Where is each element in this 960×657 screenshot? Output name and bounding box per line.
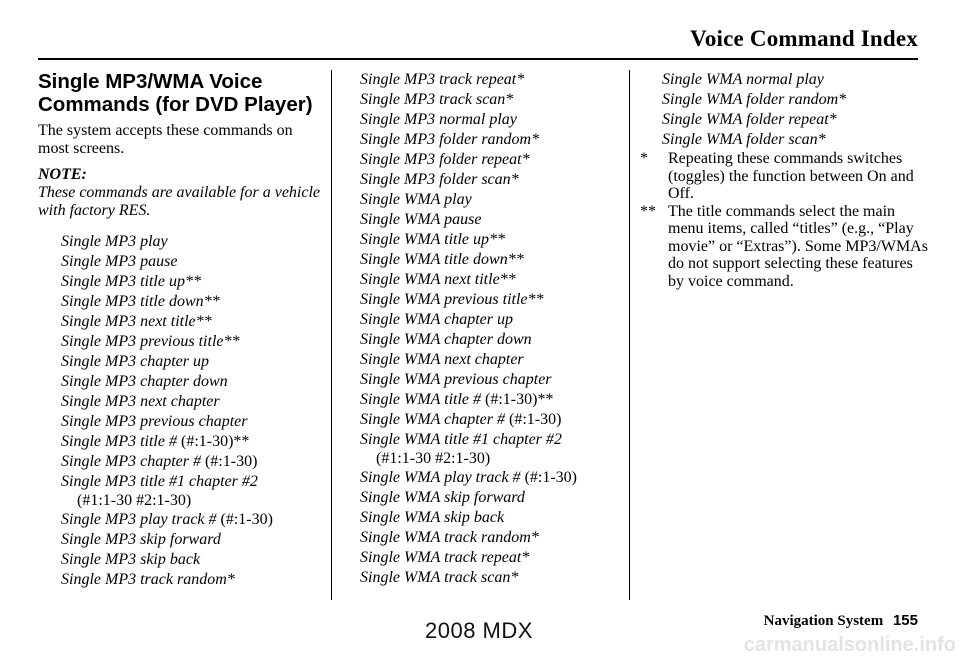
page-header-title: Voice Command Index: [690, 26, 918, 51]
site-watermark: carmanualsonline.info: [743, 634, 956, 656]
command-range: (#1:1-30 #2:1-30): [77, 492, 192, 509]
command-text: Single MP3 pause: [61, 253, 178, 270]
command-item: [662, 130, 930, 150]
command-text: Single WMA play: [360, 191, 472, 208]
command-item: [61, 352, 323, 372]
command-text: Single MP3 skip back: [61, 551, 201, 568]
command-text: Single MP3 play: [61, 233, 168, 250]
command-item: [360, 110, 622, 130]
command-text: Single WMA chapter down: [360, 331, 532, 348]
command-item: [360, 390, 622, 410]
footnote-text: Repeating these commands switches (toggles) the function between On and Off.: [668, 150, 914, 202]
command-text: Single MP3 track repeat*: [360, 71, 525, 88]
command-item: [61, 392, 323, 412]
header-rule: [38, 58, 918, 60]
command-text: Single WMA track repeat*: [360, 549, 530, 566]
column-divider-2: [629, 70, 630, 600]
command-text: Single WMA pause: [360, 211, 482, 228]
command-text: Single MP3 folder random*: [360, 131, 540, 148]
command-item: [360, 350, 622, 370]
command-item: [360, 330, 622, 350]
command-item: [360, 568, 622, 588]
command-text: Single WMA folder scan*: [662, 131, 826, 148]
command-text: Single WMA skip back: [360, 509, 505, 526]
command-item: [360, 310, 622, 330]
command-item: [360, 90, 622, 110]
command-text: Single MP3 chapter #: [61, 453, 201, 470]
model-watermark: 2008 MDX: [425, 618, 533, 643]
command-item: [61, 570, 323, 590]
note-label: NOTE:: [38, 166, 87, 183]
command-list-1: [38, 232, 323, 590]
command-text: Single WMA next chapter: [360, 351, 524, 368]
command-item: [360, 70, 622, 90]
command-item: [61, 252, 323, 272]
command-item: [360, 290, 622, 310]
command-item: [61, 292, 323, 312]
command-text: Single WMA skip forward: [360, 489, 525, 506]
command-text: Single MP3 title up**: [61, 273, 201, 290]
command-text: Single MP3 track scan*: [360, 91, 514, 108]
command-item: [662, 70, 930, 90]
command-text: Single MP3 skip forward: [61, 531, 221, 548]
footer-nav-label: Navigation System: [763, 613, 884, 629]
command-range: (#:1-30): [505, 411, 562, 428]
column-1: [38, 70, 323, 590]
intro-text: The system accepts these commands on most screens.: [38, 122, 293, 157]
command-text: Single MP3 title #: [61, 433, 177, 450]
command-item: [61, 432, 323, 452]
command-text: Single MP3 title #1 chapter #2: [61, 473, 258, 490]
footnote-text: The title commands select the main menu items, called “titles” (e.g., “Play movie” or “Extras”). Some MP3/WMAs do not support selecting these features by voice command.: [668, 202, 928, 290]
command-item: [61, 452, 323, 472]
note-text: These commands are available for a vehicle with factory RES.: [38, 184, 321, 219]
command-item: [360, 170, 622, 190]
command-item: [360, 430, 622, 468]
command-text: Single WMA chapter up: [360, 311, 514, 328]
command-item: [61, 412, 323, 432]
page-footer: [764, 612, 918, 630]
command-text: Single WMA title down**: [360, 251, 524, 268]
command-text: Single MP3 normal play: [360, 111, 517, 128]
footnotes: [640, 150, 930, 290]
command-text: Single MP3 title down**: [61, 293, 220, 310]
command-text: Single WMA folder random*: [662, 91, 847, 108]
command-text: Single WMA track random*: [360, 529, 539, 546]
command-item: [61, 472, 323, 510]
command-text: Single WMA previous chapter: [360, 371, 552, 388]
command-text: Single WMA track scan*: [360, 569, 519, 586]
footnote-mark: *: [640, 150, 648, 167]
command-list-2: [360, 70, 622, 588]
command-item: [662, 90, 930, 110]
command-range: (#:1-30): [216, 511, 273, 528]
command-item: [61, 312, 323, 332]
command-item: [61, 332, 323, 352]
command-item: [360, 548, 622, 568]
command-text: Single MP3 next title**: [61, 313, 212, 330]
command-item: [360, 210, 622, 230]
command-text: Single WMA play track #: [360, 469, 521, 486]
command-item: [360, 190, 622, 210]
command-item: [61, 510, 323, 530]
command-range: (#:1-30)**: [176, 433, 250, 450]
command-range: (#:1-30): [520, 469, 577, 486]
command-item: [662, 110, 930, 130]
command-text: Single MP3 chapter up: [61, 353, 209, 370]
command-text: Single WMA folder repeat*: [662, 111, 837, 128]
command-text: Single MP3 chapter down: [61, 373, 228, 390]
command-text: Single WMA title up**: [360, 231, 506, 248]
command-text: Single WMA title #1 chapter #2: [360, 431, 562, 448]
column-divider-1: [331, 70, 332, 600]
section-heading-line-1: Single MP3/WMA Voice: [38, 70, 263, 93]
command-text: Single MP3 previous chapter: [61, 413, 248, 430]
command-range: (#1:1-30 #2:1-30): [376, 450, 491, 467]
command-item: [61, 530, 323, 550]
command-item: [360, 250, 622, 270]
command-range: (#:1-30): [200, 453, 258, 470]
command-item: [61, 372, 323, 392]
command-item: [360, 508, 622, 528]
command-list-3: [640, 70, 930, 150]
command-item: [360, 370, 622, 390]
command-text: Single MP3 track random*: [61, 571, 235, 588]
command-text: Single MP3 folder repeat*: [360, 151, 530, 168]
command-text: Single MP3 previous title**: [61, 333, 240, 350]
column-3: [640, 70, 930, 290]
command-item: [61, 232, 323, 252]
footnote-1: [640, 150, 930, 203]
command-text: Single WMA chapter #: [360, 411, 506, 428]
command-item: [360, 230, 622, 250]
command-text: Single WMA normal play: [662, 71, 824, 88]
page-number: 155: [892, 612, 918, 629]
command-item: [360, 528, 622, 548]
command-text: Single MP3 play track #: [61, 511, 217, 528]
command-text: Single MP3 next chapter: [61, 393, 220, 410]
command-item: [360, 488, 622, 508]
command-item: [360, 410, 622, 430]
command-item: [360, 150, 622, 170]
column-2: [360, 70, 622, 588]
command-text: Single WMA previous title**: [360, 291, 544, 308]
command-item: [61, 550, 323, 570]
command-item: [360, 270, 622, 290]
command-range: (#:1-30)**: [481, 391, 554, 408]
footnote-2: [640, 203, 930, 291]
section-heading-line-2: Commands (for DVD Player): [38, 93, 313, 116]
footnote-mark: **: [640, 202, 656, 220]
command-text: Single WMA next title**: [360, 271, 516, 288]
command-item: [61, 272, 323, 292]
command-item: [360, 130, 622, 150]
command-text: Single WMA title #: [360, 391, 482, 408]
command-text: Single MP3 folder scan*: [360, 171, 519, 188]
section-heading: [38, 70, 323, 116]
command-item: [360, 468, 622, 488]
